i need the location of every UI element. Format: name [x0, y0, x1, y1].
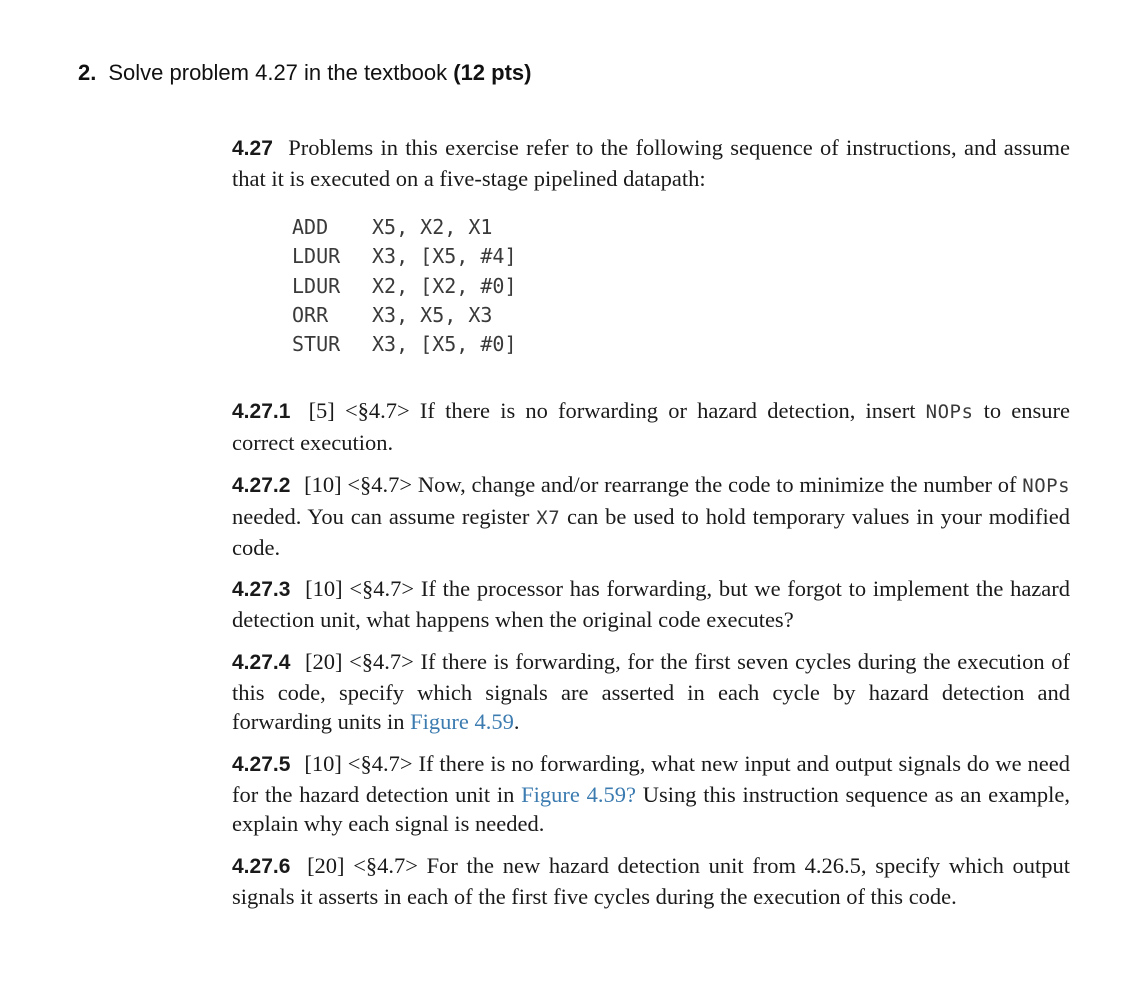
subproblem-tag: [10] <§4.7> [304, 751, 413, 776]
code-operands: X3, [X5, #4] [372, 244, 517, 269]
inline-code: X7 [536, 506, 561, 529]
subproblem-tag: [20] <§4.7> [307, 853, 418, 878]
question-number: 2. [78, 60, 97, 85]
subproblem-tag: [10] <§4.7> [305, 576, 415, 601]
subproblem-4-27-6 [232, 851, 1070, 911]
subproblem-4-27-4 [232, 647, 1070, 737]
code-line [292, 272, 517, 301]
subproblem-number: 4.27.2 [232, 474, 291, 497]
code-operands: X3, X5, X3 [372, 302, 493, 327]
inline-code: NOPs [1022, 475, 1071, 497]
instruction-code-block [292, 213, 517, 359]
subproblem-tag: [10] <§4.7> [304, 472, 413, 497]
subproblem-number: 4.27.4 [232, 651, 291, 674]
question-text: Solve problem 4.27 in the textbook [108, 60, 448, 85]
subproblem-text: Now, change and/or rearrange the code to minimize the number of [417, 472, 1023, 497]
code-opcode: LDUR [292, 244, 341, 269]
code-operands: X5, X2, X1 [372, 215, 493, 239]
code-operands: X3, [X5, #0] [372, 332, 517, 357]
subproblem-number: 4.27.6 [232, 855, 291, 878]
code-opcode: ADD [292, 215, 329, 239]
inline-code: NOPs [925, 401, 974, 423]
question-points: (12 pts) [453, 60, 532, 85]
subproblem-4-27-5 [232, 749, 1070, 839]
subproblem-text: For the new hazard detection unit from 4.26.5, specify which output signals it asserts in each of the first five cycles during the execution of this code. [232, 853, 1070, 909]
code-opcode: STUR [292, 332, 341, 357]
subproblem-number: 4.27.1 [232, 400, 291, 423]
subproblem-text: If there is forwarding, for the first seven cycles during the execution of this code, specify which signals are asserted in each cycle by hazard detection and forwarding units in [232, 649, 1071, 734]
subproblem-4-27-3 [232, 574, 1070, 634]
code-line [292, 242, 517, 271]
subproblem-text: needed. You can assume register [232, 503, 537, 529]
code-line [292, 213, 517, 242]
problem-number: 4.27 [232, 137, 273, 160]
code-operands: X2, [X2, #0] [372, 273, 517, 298]
problem-intro-text: Problems in this exercise refer to the following sequence of instructions, and assume that it is executed on a five-stage pipelined datapath: [232, 135, 1071, 191]
subproblem-text: . [513, 709, 520, 734]
figure-link[interactable]: Figure 4.59? [521, 781, 636, 807]
question-heading [78, 60, 532, 86]
code-opcode: LDUR [292, 273, 341, 298]
subproblem-4-27-2 [232, 470, 1070, 563]
subproblem-text: to ensure correct execution. [232, 398, 1070, 455]
subproblem-text: If there is no forwarding, what new input and output signals do we need for the hazard detection unit in [232, 751, 1070, 807]
subproblem-text: Using this instruction sequence as an example, explain why each signal is needed. [232, 781, 1070, 836]
subproblem-tag: [20] <§4.7> [305, 649, 414, 674]
subproblem-text: If the processor has forwarding, but we forgot to implement the hazard detection unit, what happens when the original code executes? [232, 576, 1071, 632]
code-opcode: ORR [292, 302, 329, 327]
code-line [292, 301, 517, 330]
subproblem-number: 4.27.3 [232, 578, 291, 601]
problem-intro [232, 133, 1070, 193]
subproblem-text: can be used to hold temporary values in your modified code. [232, 503, 1070, 560]
subproblem-text: If there is no forwarding or hazard detection, insert [419, 398, 926, 423]
subproblem-tag: [5] <§4.7> [308, 398, 410, 423]
subproblem-number: 4.27.5 [232, 753, 291, 776]
code-line [292, 330, 517, 359]
figure-link[interactable]: Figure 4.59 [410, 709, 514, 734]
subproblem-4-27-1 [232, 396, 1070, 457]
